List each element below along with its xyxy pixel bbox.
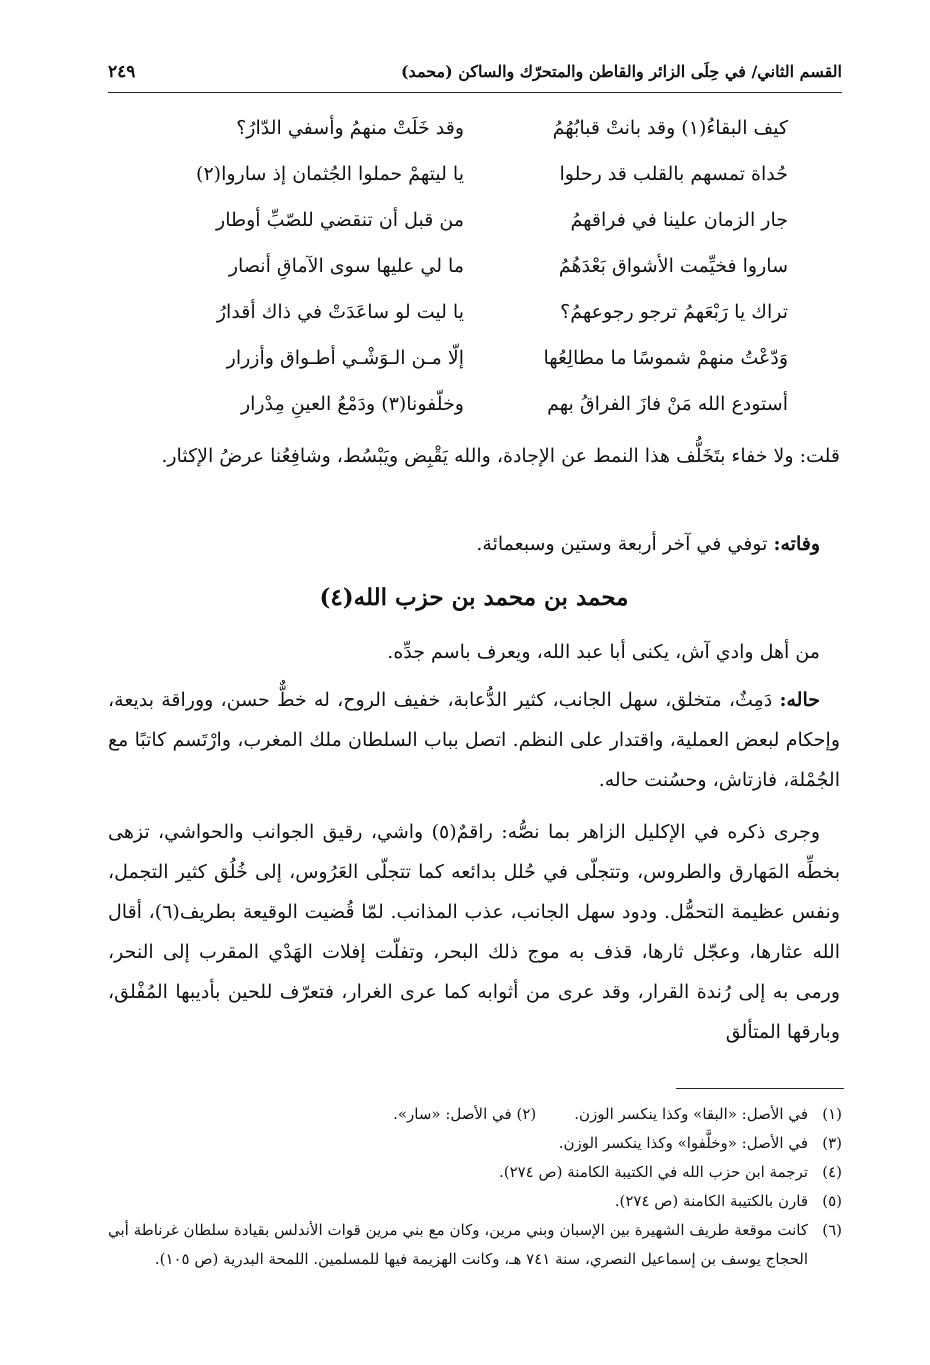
- verse-first-hemistich: تراك يا رَبْعَهمُ ترجو رجوعهمُ؟: [560, 301, 788, 323]
- death-label: وفاته:: [773, 533, 820, 555]
- verse-second-hemistich: إلّا مـن الـوَشْـي أطـواق وأزرار: [226, 347, 464, 369]
- death-paragraph: [108, 524, 840, 564]
- footnote: [108, 1129, 842, 1158]
- footnote: [108, 1158, 842, 1187]
- verse-second-hemistich: من قبل أن تنقضي للصّبِّ أوطار: [216, 209, 464, 231]
- condition-text: دَمِثٌ، متخلق، سهل الجانب، كثير الدُّعابة، خفيف الروح، له خطٌّ حسن، ووراقة بديعة، وإحكام لبعض العملية، واقتدار على النظم. اتصل بباب السلطان ملك المغرب، وارْتَسم كاتبًا مع الجُمْلة، فازتاش، وحسُنت حاله.: [108, 689, 840, 791]
- verse-second-hemistich: وخلّفونا(٣) ودَمْعُ العينِ مِدْرار: [240, 393, 464, 415]
- footnote-number: (١): [822, 1105, 842, 1123]
- footnote-divider: [676, 1088, 844, 1089]
- verse-first-hemistich: ساروا فخيِّمت الأشواق بَعْدَهُمُ: [558, 255, 788, 277]
- verse-first-hemistich: كيف البقاءُ(١) وقد بانتْ قبابُهُمُ: [552, 117, 788, 139]
- verse: [108, 151, 840, 197]
- iklil-paragraph: وجرى ذكره في الإكليل الزاهر بما نصُّه: راقمٌ(٥) واشي، رقيق الجوانب والحواشي، تزهى بخطِّه المَهارق والطروس، وتتجلّى في حُلل بدائعه كما تتجلّى العَرُوس، إلى خُلُق كثير التجمل، ونفس عظيمة التحمُّل. ودود سهل الجانب، عذب المذانب. لمّا قُضيت الوقيعة بطريف(٦)، أقال الله عثارها، وعجّل ثارها، قذف به موج ذلك البحر، وتفلّت إفلات الهَدْي المقرب إلى النحر، ورمى به إلى رُندة القرار، وقد عرى من أثوابه كما عرى الغرار، فتعرّف للحين بأديبها المُفْلق، وبارقها المتألق: [108, 821, 840, 1043]
- running-header: [108, 58, 842, 93]
- page-number: ٢٤٩: [108, 62, 136, 82]
- author-comment: قلت: ولا خفاء بتَخَلُّف هذا النمط عن الإجادة، والله يَقْبِض ويَبْسُط، وشافِعُنا عرضُ الإكثار.: [161, 445, 840, 467]
- verse-second-hemistich: ما لي عليها سوى الآماقِ أنصار: [228, 255, 464, 277]
- footnote-number: (٢): [516, 1105, 537, 1123]
- death-text: توفي في آخر أربعة وستين وسبعمائة.: [476, 533, 774, 555]
- footnote-number: (٤): [822, 1163, 842, 1181]
- verse: [108, 197, 840, 243]
- verse: [108, 243, 840, 289]
- footnote-text: في الأصل: «البقا» وكذا ينكسر الوزن.: [574, 1105, 808, 1123]
- origin-paragraph: من أهل وادي آش، يكنى أبا عبد الله، ويعرف باسم جدِّه.: [387, 641, 820, 663]
- footnote-text: في الأصل: «سار».: [393, 1105, 512, 1123]
- footnote: [108, 1187, 842, 1216]
- verse-first-hemistich: جار الزمان علينا في فراقهمُ: [570, 209, 788, 231]
- verse-first-hemistich: أستودع الله مَنْ فازَ الفراقُ بهم: [547, 393, 788, 415]
- footnote-text: في الأصل: «وخلَّفوا» وكذا ينكسر الوزن.: [558, 1134, 808, 1152]
- verse: [108, 335, 840, 381]
- verse-second-hemistich: يا ليتهمْ حملوا الجُثمان إذ ساروا(٢): [196, 163, 464, 185]
- poem: [108, 105, 840, 427]
- footnote-number: (٥): [822, 1192, 842, 1210]
- footnote-text: كانت موقعة طريف الشهيرة بين الإسبان وبني مرين، وكان مع بني مرين قوات الأندلس بقيادة سلطان غرناطة أبي الحجاج يوسف بن إسماعيل النصري، سنة ٧٤١ هـ، وكانت الهزيمة فيها للمسلمين. اللمحة البدرية (ص ١٠٥).: [108, 1221, 808, 1268]
- footnote-number: (٦): [822, 1221, 842, 1239]
- biography-heading: محمد بن محمد بن حزب الله(٤): [319, 584, 629, 611]
- footnote: [108, 1216, 842, 1274]
- footnote-text: ترجمة ابن حزب الله في الكتيبة الكامنة (ص ٢٧٤).: [498, 1163, 808, 1181]
- verse: [108, 289, 840, 335]
- header-title: القسم الثاني/ في حِلَى الزائر والقاطن والمتحرّك والساكن (محمد): [400, 62, 842, 81]
- footnote-text: قارن بالكتيبة الكامنة (ص ٢٧٤).: [614, 1192, 808, 1210]
- verse-first-hemistich: حُداة تمسهم بالقلب قد رحلوا: [559, 163, 788, 185]
- footnotes: [108, 1100, 842, 1274]
- verse-first-hemistich: وَدّعْتُ منهمْ شموسًا ما مطالِعُها: [543, 347, 788, 369]
- footnote: [108, 1100, 842, 1129]
- verse-second-hemistich: يا ليت لو ساعَدَتْ في ذاك أقدارُ: [216, 301, 464, 323]
- footnote-number: (٣): [822, 1134, 842, 1152]
- condition-paragraph: [108, 680, 840, 800]
- condition-label: حاله:: [779, 689, 820, 711]
- verse-second-hemistich: وقد خَلَتْ منهمُ وأسفي الدّارُ؟: [236, 117, 464, 139]
- verse: [108, 105, 840, 151]
- verse: [108, 381, 840, 427]
